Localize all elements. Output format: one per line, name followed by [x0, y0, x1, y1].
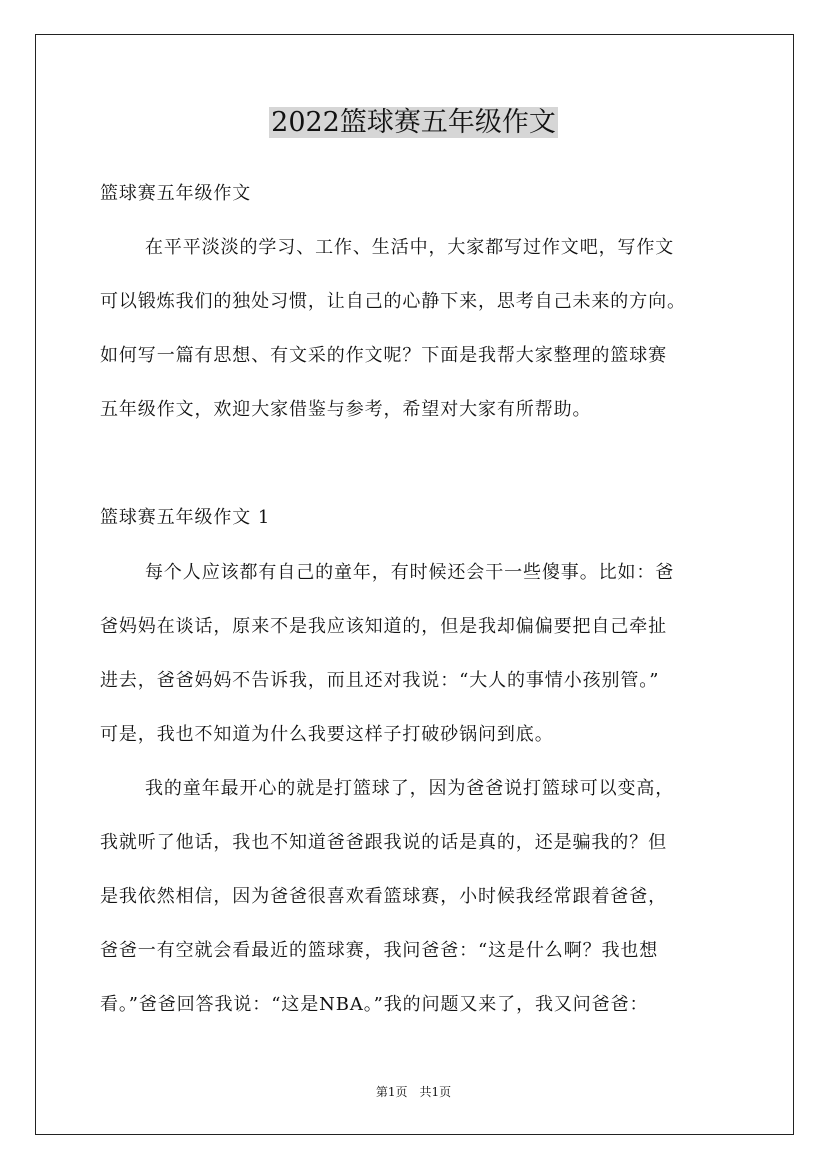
paragraph1-line-4: 可是，我也不知道为什么我要这样子打破砂锅问到底。 [100, 724, 554, 745]
paragraph2-line-2: 我就听了他话，我也不知道爸爸跟我说的话是真的，还是骗我的？但 [100, 832, 667, 853]
document-title: 2022篮球赛五年级作文 [271, 107, 556, 138]
paragraph1-line-1: 每个人应该都有自己的童年，有时候还会干一些傻事。比如：爸 [145, 562, 675, 583]
paragraph1-line-3: 进去，爸爸妈妈不告诉我，而且还对我说：“大人的事情小孩别管。” [100, 670, 660, 691]
intro-line-3: 如何写一篇有思想、有文采的作文呢？下面是我帮大家整理的篮球赛 [100, 345, 667, 366]
intro-line-4: 五年级作文，欢迎大家借鉴与参考，希望对大家有所帮助。 [100, 399, 592, 420]
intro-line-1: 在平平淡淡的学习、工作、生活中，大家都写过作文吧，写作文 [145, 237, 675, 258]
page-footer [0, 1084, 827, 1100]
page-number: 第1页 [375, 1085, 408, 1099]
paragraph2-line-4: 爸爸一有空就会看最近的篮球赛，我问爸爸：“这是什么啊？我也想 [100, 940, 659, 961]
paragraph2-line-5: 看。”爸爸回答我说：“这是NBA。”我的问题又来了，我又问爸爸： [100, 994, 649, 1015]
subtitle: 篮球赛五年级作文 [100, 183, 252, 204]
paragraph2-line-1: 我的童年最开心的就是打篮球了，因为爸爸说打篮球可以变高， [145, 778, 675, 799]
paragraph2-line-3: 是我依然相信，因为爸爸很喜欢看篮球赛，小时候我经常跟着爸爸， [100, 886, 667, 907]
document-title-block [0, 104, 827, 142]
paragraph1-line-2: 爸妈妈在谈话，原来不是我应该知道的，但是我却偏偏要把自己牵扯 [100, 616, 667, 637]
section-heading: 篮球赛五年级作文 1 [100, 507, 271, 528]
intro-line-2: 可以锻炼我们的独处习惯，让自己的心静下来，思考自己未来的方向。 [100, 291, 686, 312]
page-total: 共1页 [419, 1085, 452, 1099]
